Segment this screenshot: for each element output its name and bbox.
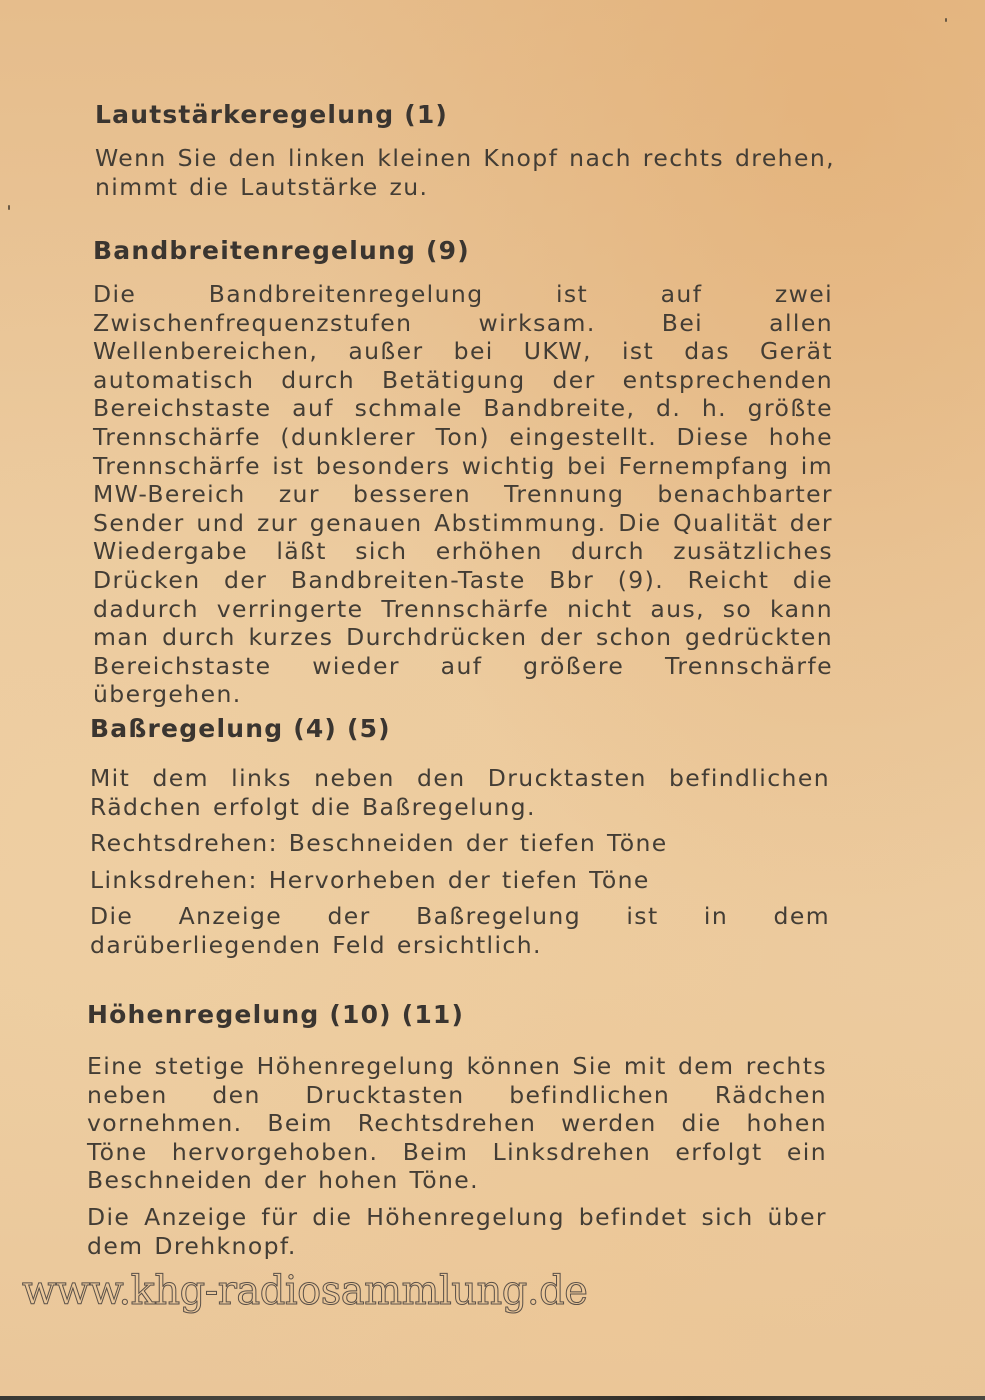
section-heading: Bandbreitenregelung (9) (93, 236, 470, 265)
section-bassregelung (90, 714, 830, 960)
page-bottom-edge (0, 1396, 985, 1400)
section-hoehenregelung (87, 1000, 827, 1260)
section-paragraph: Mit dem links neben den Drucktasten befindlichen Rädchen erfolgt die Baßregelung. (90, 764, 830, 821)
section-paragraph: Wenn Sie den linken kleinen Knopf nach rechts drehen, nimmt die Lautstärke zu. (95, 144, 835, 201)
section-paragraph: Die Anzeige für die Höhenregelung befindet sich über dem Drehknopf. (87, 1202, 827, 1260)
section-paragraph: Eine stetige Höhenregelung können Sie mit dem rechts neben den Drucktasten befindlichen Rädchen vornehmen. Beim Rechtsdrehen werden die hohen Töne hervorgehoben. Beim Linksdrehen erfolgt ein Beschneiden der hohen Töne. (87, 1052, 827, 1195)
section-heading: Lautstärkeregelung (1) (95, 100, 449, 129)
paper-speck (8, 205, 10, 210)
section-paragraph: Linksdrehen: Hervorheben der tiefen Töne (90, 865, 650, 894)
paper-speck (945, 18, 947, 22)
watermark-url: www.khg-radiosammlung.de (22, 1268, 588, 1314)
section-paragraph: Die Bandbreitenregelung ist auf zwei Zwischenfrequenzstufen wirksam. Bei allen Wellenbereichen, außer bei UKW, ist das Gerät automatisch durch Betätigung der entsprechenden Bereichstaste auf schmale Bandbreite, d. h. größte Trennschärfe (dunklerer Ton) eingestellt. Diese hohe Trennschärfe ist besonders wichtig bei Fernempfang im MW-Bereich zur besseren Trennung benachbarter Sender und zur genauen Abstimmung. Die Qualität der Wiedergabe läßt sich erhöhen durch zusätzliches Drücken der Bandbreiten-Taste Bbr (9). Reicht die dadurch verringerte Trennschärfe nicht aus, so kann man durch kurzes Durchdrücken der schon gedrückten Bereichstaste wieder auf größere Trennschärfe übergehen. (93, 280, 833, 709)
section-paragraph: Die Anzeige der Baßregelung ist in dem darüberliegenden Feld ersichtlich. (90, 902, 830, 959)
section-paragraph: Rechtsdrehen: Beschneiden der tiefen Töne (90, 829, 668, 858)
section-lautstaerkeregelung (95, 100, 835, 201)
section-bandbreitenregelung (93, 236, 833, 709)
section-heading: Höhenregelung (10) (11) (87, 1000, 465, 1029)
section-heading: Baßregelung (4) (5) (90, 714, 391, 743)
